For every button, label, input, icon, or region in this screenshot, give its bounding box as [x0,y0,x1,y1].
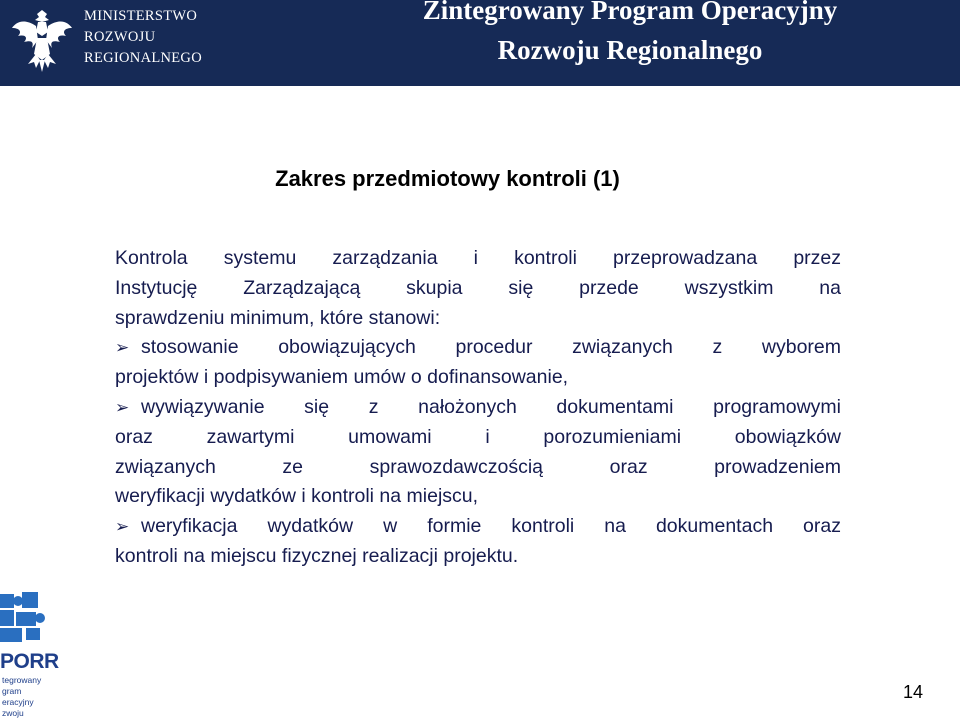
header-bar [0,0,960,86]
bullet-item-line: projektów i podpisywaniem umów o dofinansowanie, [115,366,569,389]
arrow-bullet-icon: ➢ [115,397,130,417]
bullet-item-line [115,393,841,423]
zporr-logo-caption [2,675,41,719]
bullet-item-line: kontroli na miejscu fizycznej realizacji projektu. [115,544,519,567]
bullet-text: stosowanie obowiązujących procedur związanych z wyborem [141,336,841,359]
bullet-item-line [115,333,841,363]
bullet-text: wywiązywanie się z nałożonych dokumentami programowymi [141,395,841,418]
program-title [300,0,960,70]
program-title-line: Zintegrowany Program Operacyjny [422,0,838,25]
slide-title: Zakres przedmiotowy kontroli (1) [275,166,620,191]
zporr-logo-text: PORR [0,650,59,673]
page-number: 14 [903,682,924,702]
arrow-bullet-icon: ➢ [115,517,130,537]
ministry-line: REGIONALNEGO [84,50,202,66]
intro-line: sprawdzeniu minimum, które stanowi: [115,306,441,329]
ministry-line: MINISTERSTWO [84,8,198,24]
caption-line: gram [2,686,22,696]
ministry-name [84,6,202,69]
caption-line: eracyjny [2,697,34,707]
ministry-line: ROZWOJU [84,29,156,45]
arrow-bullet-icon: ➢ [115,338,130,358]
program-title-line: Rozwoju Regionalnego [497,35,763,65]
bullet-item-line: oraz zawartymi umowami i porozumieniami obowiązków [115,425,841,448]
intro-line: Instytucję Zarządzającą skupia się przede wszystkim na [115,276,841,299]
polish-eagle-emblem-icon [10,4,74,76]
bullet-item-line: weryfikacji wydatków i kontroli na miejscu, [115,485,479,508]
caption-line: tegrowany [2,675,42,685]
bullet-item-line: związanych ze sprawozdawczością oraz prowadzeniem [115,455,841,478]
bullet-text: weryfikacja wydatków w formie kontroli na dokumentach oraz [141,515,841,538]
bullet-item-line [115,512,841,542]
caption-line: zwoju [2,708,24,718]
intro-line: Kontrola systemu zarządzania i kontroli przeprowadzana przez [115,247,841,269]
slide-content [115,244,841,572]
